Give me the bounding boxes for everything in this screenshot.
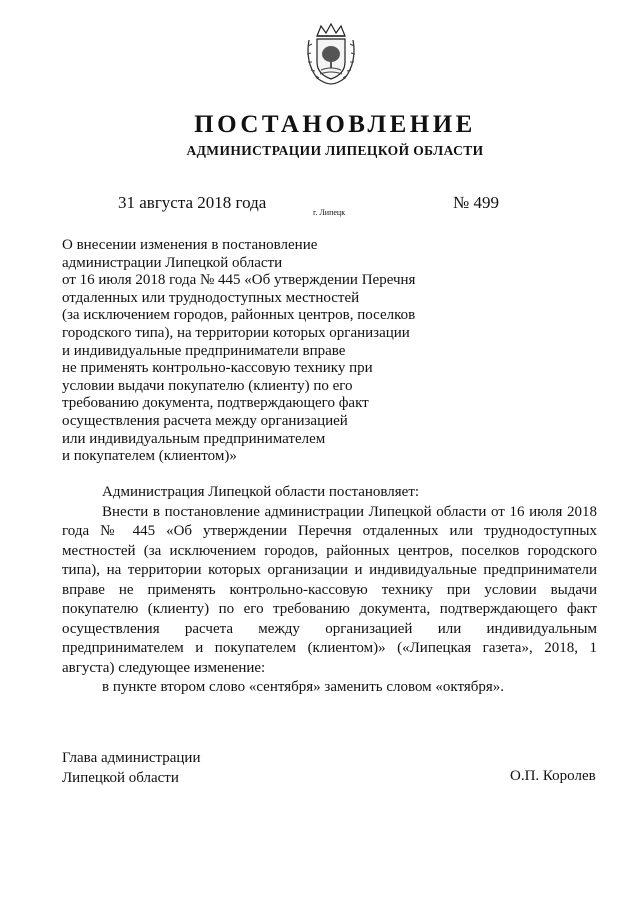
heading-line: городского типа), на территории которых организации [62,324,410,341]
document-city: г. Липецк [313,208,346,217]
heading-line: или индивидуальным предпринимателем [62,430,326,447]
heading-line: условии выдачи покупателю (клиенту) по его [62,377,353,394]
change-item: в пункте втором слово «сентября» заменить словом «октября». [102,679,505,695]
document-heading [62,237,452,466]
signatory-title-line: Глава администрации [62,750,201,766]
heading-line: осуществления расчета между организацией [62,412,348,429]
heading-line: не применять контрольно-кассовую технику при [62,360,373,377]
heading-line: О внесении изменения в постановление [62,237,318,253]
signatory-title [62,749,200,788]
heading-line: и покупателем (клиентом)» [62,448,237,465]
document-body [62,483,597,698]
heading-line: и индивидуальные предприниматели вправе [62,342,346,359]
document-title: ПОСТАНОВЛЕНИЕ [194,111,476,138]
heading-line: (за исключением городов, районных центров, поселков [62,307,416,324]
heading-line: отдаленных или труднодоступных местностей [62,289,360,306]
main-paragraph: Внести в постановление администрации Липецкой области от 16 июля 2018 года № 445 «Об утверждении Перечня отдаленных или труднодоступных местностей (за исключением городов, районных центров, поселков городского типа), на территории которых организации и индивидуальные предприниматели вправе не применять контрольно-кассовую технику при условии выдачи покупателю (клиенту) по его требованию документа, подтверждающего факт осуществления расчета между организацией или индивидуальным предпринимателем и покупателем (клиентом)» («Липецкая газета», 2018, 1 августа) следующее изменение: [62,503,597,676]
coat-of-arms-emblem [303,22,359,86]
heading-line: от 16 июля 2018 года № 445 «Об утверждении Перечня [62,272,416,289]
heading-line: требованию документа, подтверждающего факт [62,395,369,412]
document-subtitle: АДМИНИСТРАЦИИ ЛИПЕЦКОЙ ОБЛАСТИ [186,143,484,158]
signatory-name: О.П. Королев [510,768,596,784]
signatory-title-line: Липецкой области [62,769,179,786]
document-number: № 499 [453,193,499,212]
document-date: 31 августа 2018 года [118,193,267,212]
preamble: Администрация Липецкой области постановляет: [102,484,420,500]
heading-line: администрации Липецкой области [62,254,283,271]
